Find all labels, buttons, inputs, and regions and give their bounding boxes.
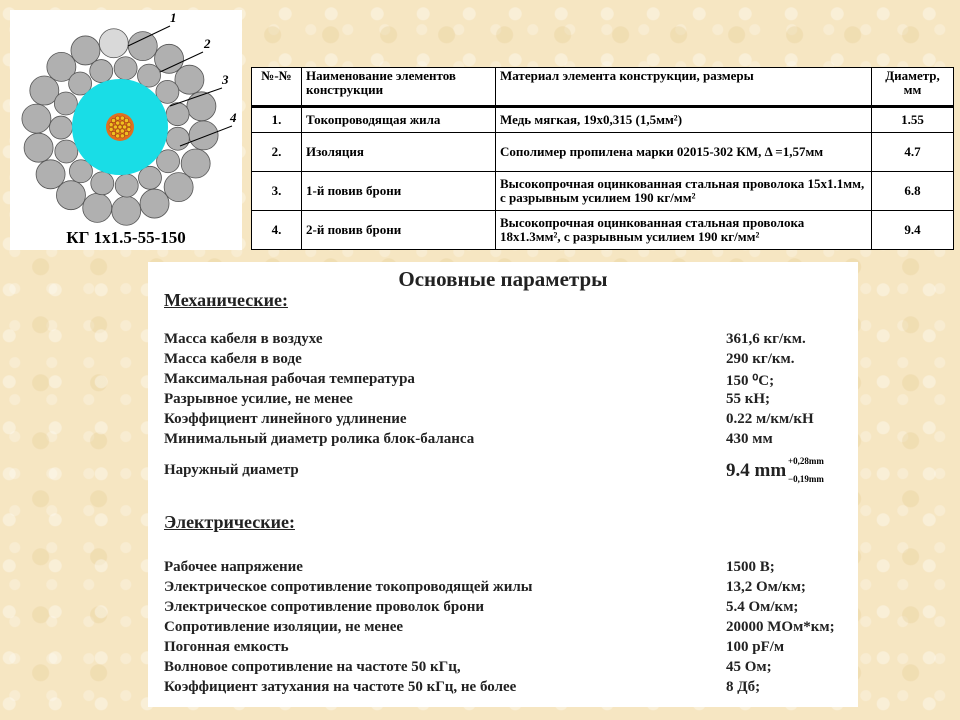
- table-row: [252, 107, 954, 133]
- row-diameter: 6.8: [872, 171, 954, 210]
- callout-1: 1: [170, 10, 177, 25]
- armor-wire: [128, 32, 157, 61]
- param-value: 20000 МОм*км;: [726, 619, 835, 635]
- armor-wire: [166, 127, 189, 150]
- row-name: 2-й повив брони: [302, 210, 496, 249]
- param-label: Разрывное усилие, не менее: [164, 391, 353, 407]
- param-value: 9.4 mm: [726, 460, 787, 481]
- conductor-wire: [109, 127, 113, 131]
- conductor-wire: [120, 129, 124, 133]
- param-label: Масса кабеля в воздухе: [164, 331, 323, 347]
- param-value: 5.4 Ом/км;: [726, 599, 799, 615]
- header-name: Наименование элементов конструкции: [302, 68, 496, 107]
- param-row: [164, 371, 854, 391]
- param-row: [164, 579, 854, 599]
- armor-wire: [114, 57, 137, 80]
- armor-wire: [24, 133, 53, 162]
- armor-wire: [140, 189, 169, 218]
- param-row: [164, 679, 854, 699]
- armor-wire: [189, 121, 218, 150]
- row-name: 1-й повив брони: [302, 171, 496, 210]
- row-name: Изоляция: [302, 132, 496, 171]
- row-material: Высокопрочная оцинкованная стальная проволока 18х1.3мм², с разрывным усилием 190 кг/мм²: [496, 210, 872, 249]
- construction-table: [251, 67, 954, 250]
- param-value: 45 Ом;: [726, 659, 772, 675]
- param-label: Масса кабеля в воде: [164, 351, 302, 367]
- param-value: 55 кН;: [726, 391, 771, 407]
- conductor-wire: [116, 121, 120, 125]
- table-row: [252, 210, 954, 249]
- row-material: Высокопрочная оцинкованная стальная проволока 15х1.1мм, с разрывным усилием 190 кг/мм²: [496, 171, 872, 210]
- armor-wire: [181, 149, 210, 178]
- header-material: Материал элемента конструкции, размеры: [496, 68, 872, 107]
- parameters-title: Основные параметры: [398, 267, 608, 291]
- param-label: Наружный диаметр: [164, 462, 299, 478]
- conductor-wire: [116, 116, 120, 120]
- param-row: [164, 351, 854, 371]
- cable-caption: КГ 1х1.5-55-150: [66, 228, 186, 247]
- armor-wire: [90, 60, 113, 83]
- conductor-wire: [120, 116, 124, 120]
- armor-wire: [175, 65, 204, 94]
- param-label: Максимальная рабочая температура: [164, 371, 415, 387]
- armor-wire: [99, 29, 128, 58]
- conductor-wire: [116, 134, 120, 138]
- header-diameter: Диаметр, мм: [872, 68, 954, 107]
- param-value: 150 ⁰С;: [726, 373, 775, 389]
- param-row: [164, 411, 854, 431]
- armor-wire: [71, 36, 100, 65]
- conductor-wire: [111, 131, 115, 135]
- tolerance-plus: +0,28mm: [788, 456, 824, 466]
- outer-diameter-value: [726, 456, 856, 492]
- param-label: Минимальный диаметр ролика блок-баланса: [164, 431, 475, 447]
- param-row: [164, 391, 854, 411]
- tolerance-minus: −0,19mm: [788, 474, 824, 484]
- conductor-wire: [124, 131, 128, 135]
- row-diameter: 9.4: [872, 210, 954, 249]
- row-num: 1.: [252, 107, 302, 133]
- armor-wire: [112, 196, 141, 225]
- table-row: [252, 171, 954, 210]
- armor-wire: [187, 92, 216, 121]
- table-header-row: [252, 68, 954, 107]
- param-row: [164, 619, 854, 639]
- armor-wire: [50, 116, 73, 139]
- row-num: 4.: [252, 210, 302, 249]
- armor-wire: [164, 173, 193, 202]
- param-row: [164, 659, 854, 679]
- callout-4: 4: [230, 110, 237, 125]
- armor-wire: [91, 172, 114, 195]
- armor-wire: [83, 193, 112, 222]
- row-num: 2.: [252, 132, 302, 171]
- conductor-wire: [120, 134, 124, 138]
- param-label: Коэффициент линейного удлинение: [164, 411, 407, 427]
- conductor-wire: [118, 125, 122, 129]
- param-label: Рабочее напряжение: [164, 559, 303, 575]
- param-label: Коэффициент затухания на частоте 50 кГц, не более: [164, 679, 517, 695]
- param-row: [164, 559, 854, 579]
- param-value: 361,6 кг/км.: [726, 331, 806, 347]
- conductor-wire: [124, 118, 128, 122]
- param-row: [164, 599, 854, 619]
- armor-wire: [55, 140, 78, 163]
- callout-3: 3: [222, 72, 229, 87]
- conductor-wire: [120, 121, 124, 125]
- armor-wire: [36, 160, 65, 189]
- param-label: Электрическое сопротивление токопроводящей жилы: [164, 579, 533, 595]
- param-label: Волновое сопротивление на частоте 50 кГц,: [164, 659, 461, 675]
- row-material: Сополимер пропилена марки 02015-302 КМ, Δ =1,57мм: [496, 132, 872, 171]
- conductor-wire: [127, 127, 131, 131]
- armor-wire: [138, 166, 161, 189]
- param-value: 8 Дб;: [726, 679, 761, 695]
- header-num: №-№: [252, 68, 302, 107]
- param-label: Сопротивление изоляции, не менее: [164, 619, 404, 635]
- parameters-panel: [148, 262, 858, 707]
- table-row: [252, 132, 954, 171]
- param-value: 100 pF/м: [726, 639, 785, 655]
- mechanical-section-title: Механические:: [164, 290, 288, 310]
- row-num: 3.: [252, 171, 302, 210]
- electrical-section-title: Электрические:: [164, 512, 295, 532]
- armor-wire: [54, 92, 77, 115]
- param-value: 13,2 Ом/км;: [726, 579, 806, 595]
- armor-wire: [115, 174, 138, 197]
- row-diameter: 1.55: [872, 107, 954, 133]
- armor-wire: [166, 103, 189, 126]
- armor-wire: [22, 104, 51, 133]
- row-material: Медь мягкая, 19х0,315 (1,5мм²): [496, 107, 872, 133]
- param-value: 290 кг/км.: [726, 351, 795, 367]
- param-row: [164, 331, 854, 351]
- conductor-wire: [113, 125, 117, 129]
- row-diameter: 4.7: [872, 132, 954, 171]
- param-value: 430 мм: [726, 431, 773, 447]
- conductor-wire: [127, 123, 131, 127]
- cable-cross-section-panel: [10, 10, 242, 250]
- conductor-wire: [123, 125, 127, 129]
- conductor-wire: [116, 129, 120, 133]
- param-value: 0.22 м/км/кН: [726, 411, 814, 427]
- param-label: Электрическое сопротивление проволок брони: [164, 599, 485, 615]
- callout-2: 2: [204, 36, 211, 51]
- param-value: 1500 В;: [726, 559, 775, 575]
- conductor-wire: [111, 118, 115, 122]
- conductor-wire: [109, 123, 113, 127]
- param-label: Погонная емкость: [164, 639, 289, 655]
- param-row: [164, 431, 854, 451]
- row-name: Токопроводящая жила: [302, 107, 496, 133]
- param-row: [164, 639, 854, 659]
- armor-wire: [138, 64, 161, 87]
- cable-cross-section-drawing: [10, 10, 242, 228]
